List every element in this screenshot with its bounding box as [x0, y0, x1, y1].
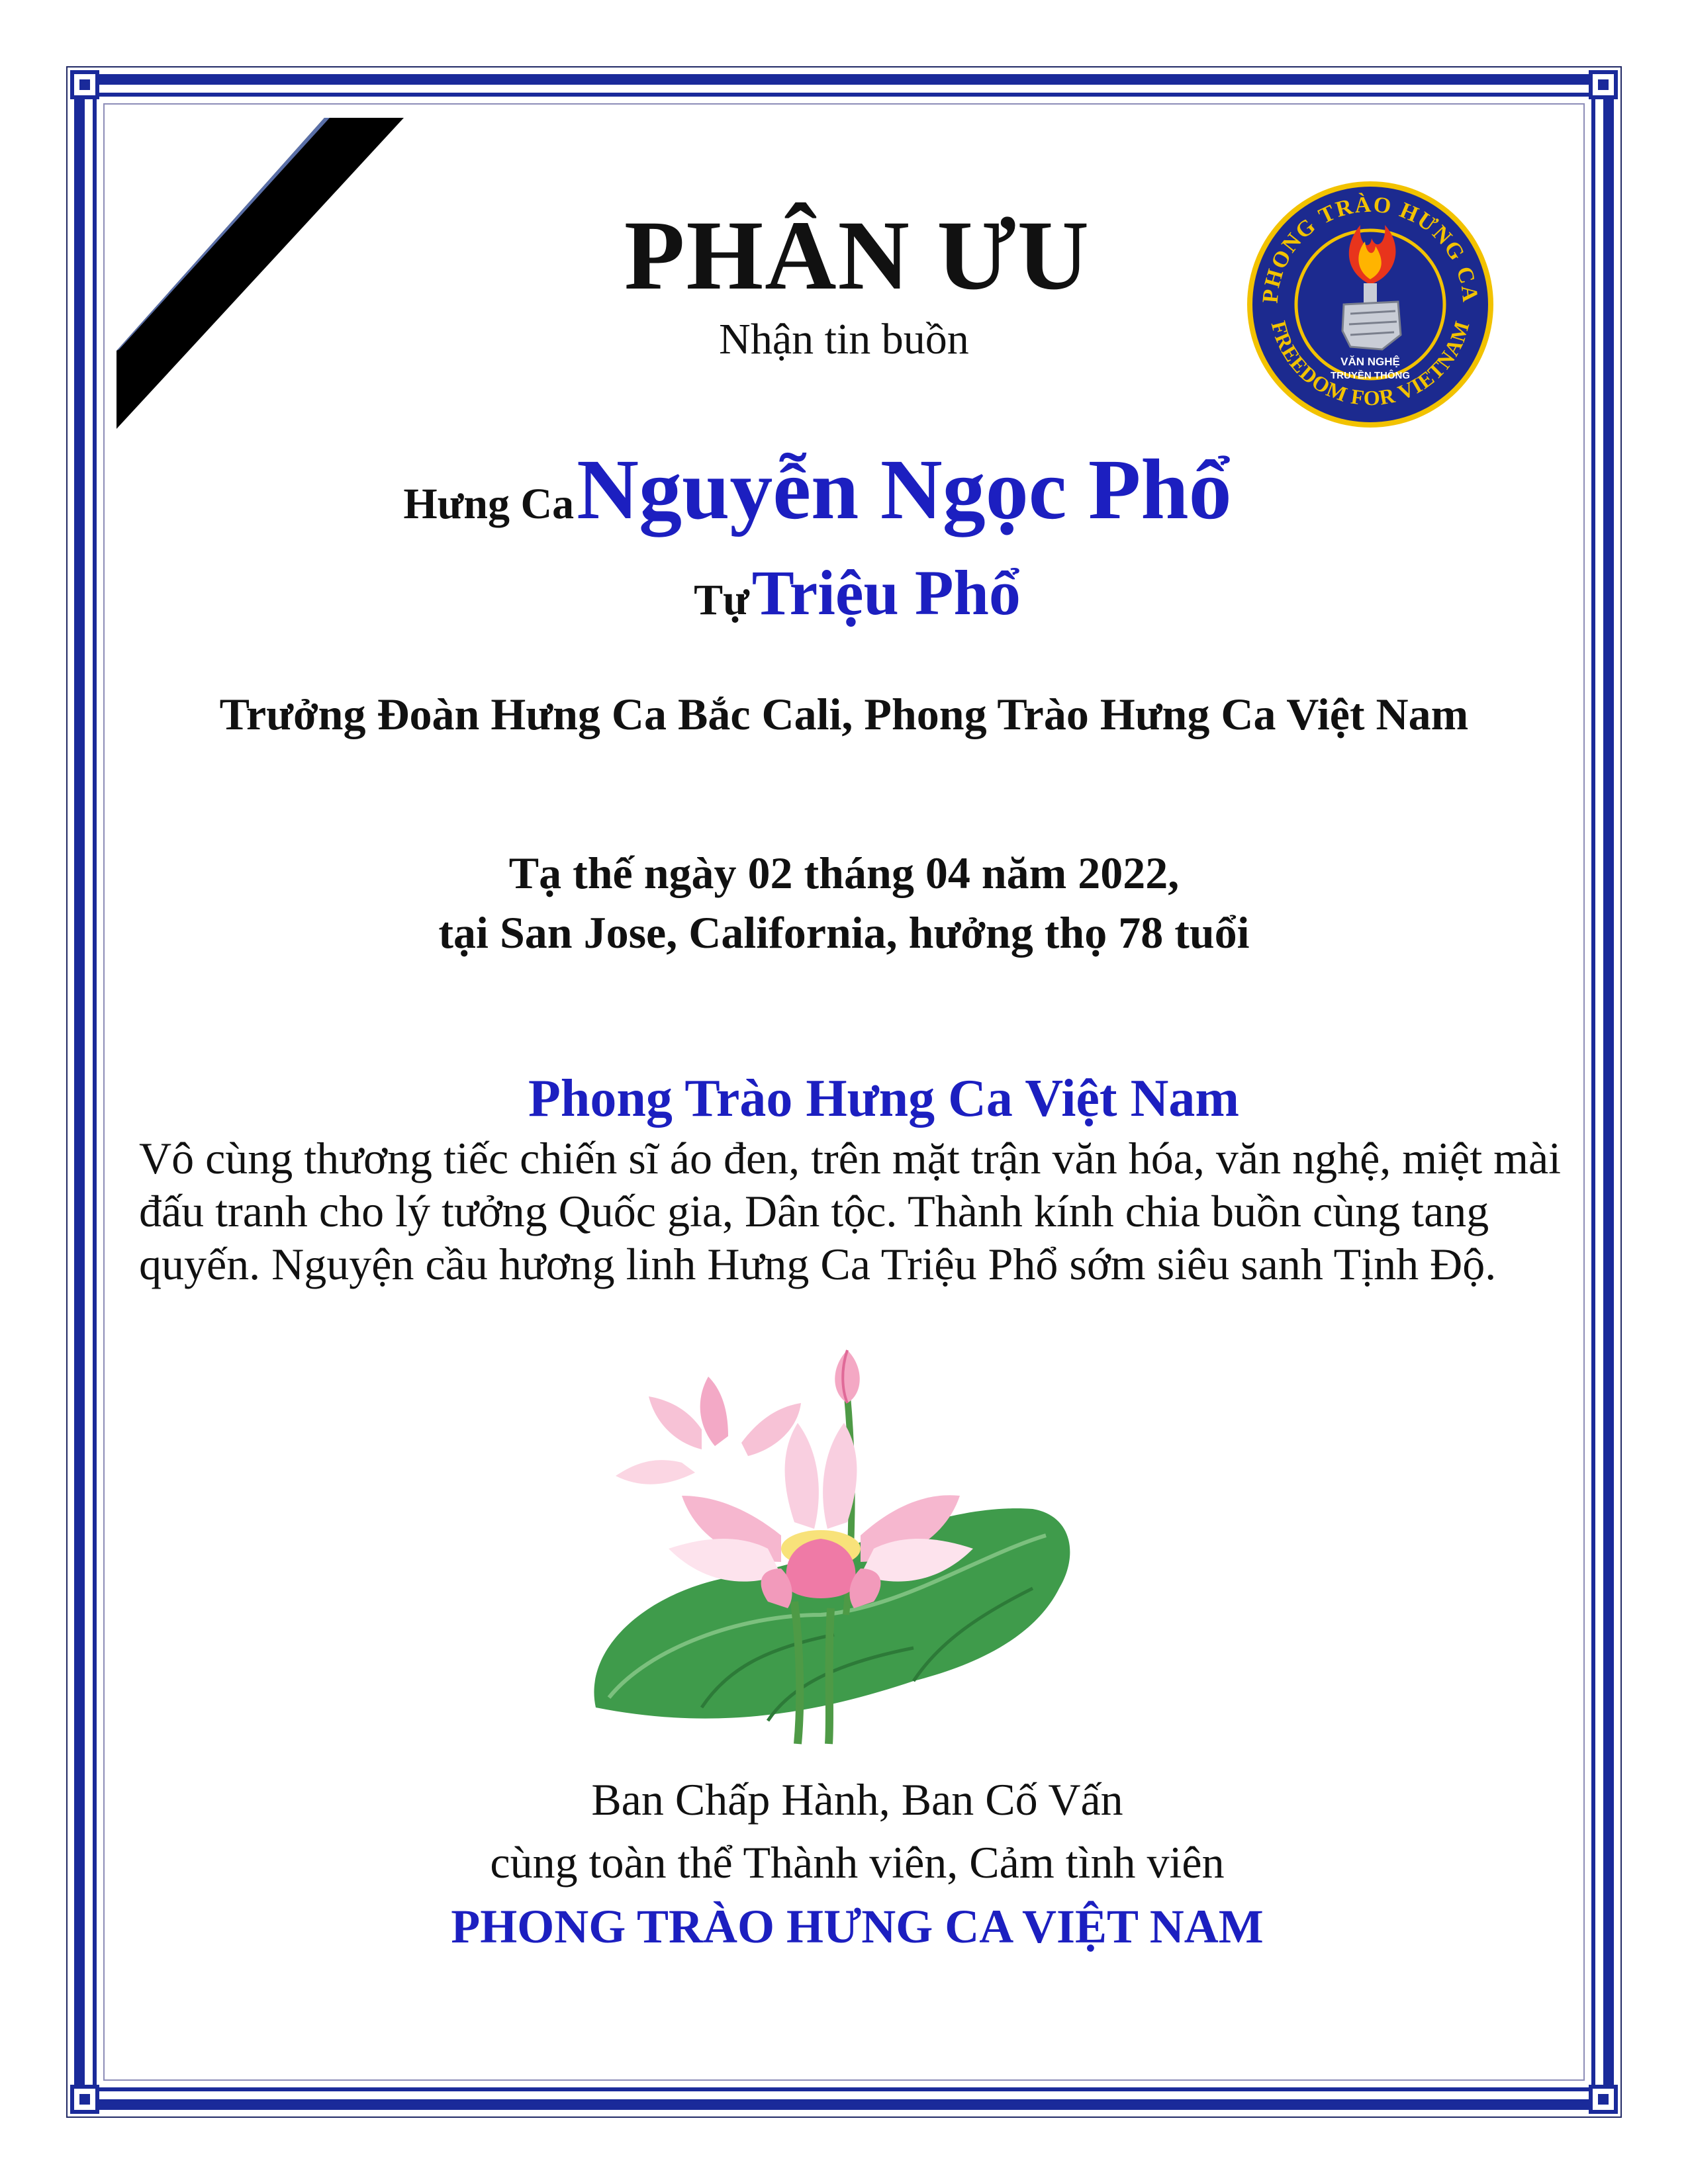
emblem-bottom-text: FREEDOM FOR VIETNAM [1266, 318, 1474, 410]
alias-prefix: Tự [694, 576, 749, 624]
border-corner-bottom-left [70, 2085, 99, 2114]
page-title: PHÂN ƯU [624, 201, 1091, 310]
emblem-center-text-1: VĂN NGHỆ [1340, 355, 1400, 368]
signature-line-2: cùng toàn thể Thành viên, Cảm tình viên [490, 1837, 1225, 1888]
border-corner-top-right [1589, 70, 1618, 99]
emblem-center-text-2: TRUYỀN THÔNG [1331, 370, 1410, 381]
signature-org: PHONG TRÀO HƯNG CA VIỆT NAM [451, 1900, 1264, 1953]
lotus-flower-back-icon [616, 1377, 801, 1484]
deceased-name: Nguyễn Ngọc Phổ [577, 442, 1232, 537]
page-subtitle: Nhận tin buồn [719, 315, 969, 363]
lotus-bud-icon [835, 1350, 860, 1403]
name-prefix: Hưng Ca [403, 480, 575, 528]
deceased-name-line [0, 440, 1662, 539]
signature-line-1: Ban Chấp Hành, Ban Cố Vấn [591, 1774, 1123, 1825]
deceased-alias: Triệu Phổ [751, 557, 1021, 628]
deceased-role: Trưởng Đoàn Hưng Ca Bắc Cali, Phong Trào Hưng Ca Việt Nam [219, 689, 1469, 739]
death-date-line: Tạ thế ngày 02 tháng 04 năm 2022, [508, 848, 1180, 898]
lotus-flower-illustration [569, 1337, 1086, 1747]
condolence-org-heading: Phong Trào Hưng Ca Việt Nam [528, 1069, 1239, 1128]
condolence-message: Vô cùng thương tiếc chiến sĩ áo đen, trên mặt trận văn hóa, văn nghệ, miệt mài đấu tranh cho lý tưởng Quốc gia, Dân tộc. Thành kính chia buồn cùng tang quyến. Nguyện cầu hương linh Hưng Ca Triệu Phổ sớm siêu sanh Tịnh Độ. [139, 1133, 1562, 1289]
emblem-top-text: PHONG TRÀO HƯNG CA [1258, 192, 1483, 304]
death-place-line: tại San Jose, California, hưởng thọ 78 tuổi [438, 907, 1250, 958]
border-corner-bottom-right [1589, 2085, 1618, 2114]
deceased-alias-line [13, 556, 1688, 629]
